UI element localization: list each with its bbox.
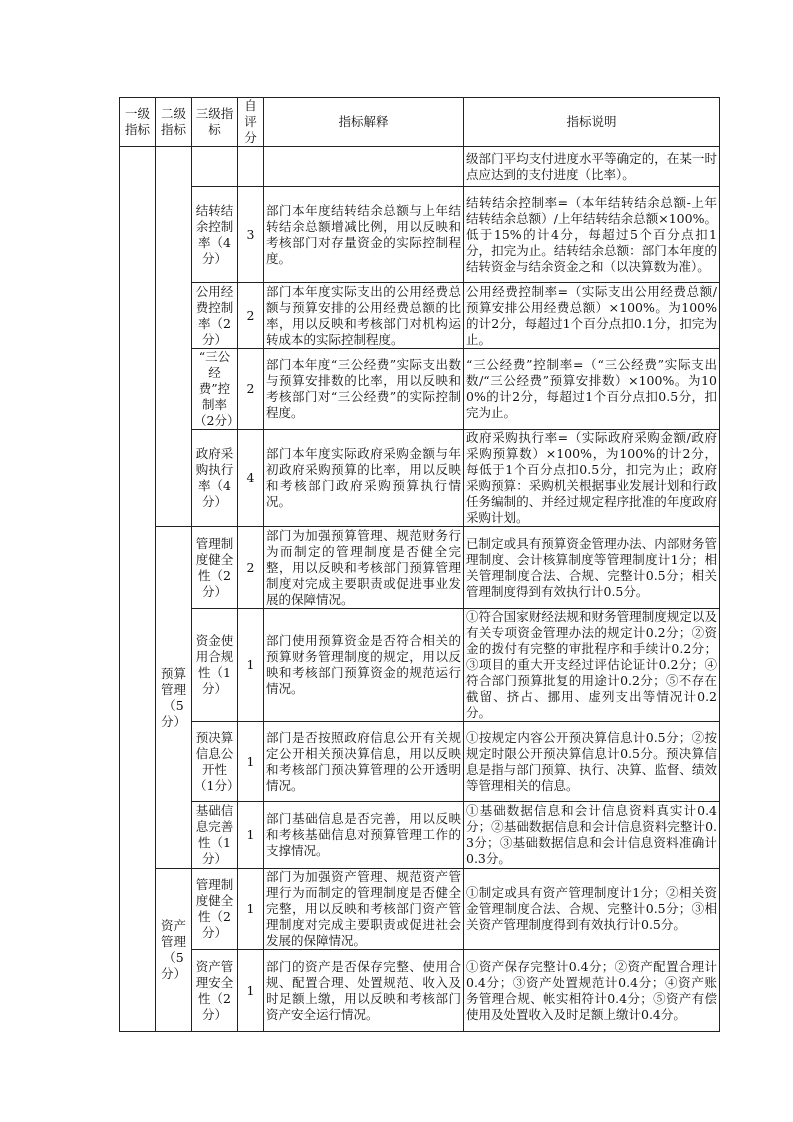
table-row <box>120 349 720 430</box>
note-cell: ①资产保存完整计0.4分；②资产配置合理计0.4分；③资产处置规范计0.4分；④资产账务管理合规、帐实相符计0.4分；⑤资产有偿使用及处置收入及时足额上缴计0.4分。 <box>464 950 720 1032</box>
score-cell: 1 <box>238 869 264 950</box>
level3-cell: 公用经费控制率（2分） <box>192 283 238 349</box>
explain-cell: 部门基础信息是否完善，用以反映和考核基础信息对预算管理工作的支撑情况。 <box>264 802 464 869</box>
note-cell: ①按规定内容公开预决算信息计0.5分；②按规定时限公开预决算信息计0.5分。预决算信息是指与部门预算、执行、决算、监督、绩效等管理相关的信息。 <box>464 722 720 802</box>
level3-cell <box>192 147 238 187</box>
table-row <box>120 527 720 609</box>
table-row <box>120 802 720 869</box>
note-cell: ①制定或具有资产管理制度计1分；②相关资金管理制度合法、合规、完整计0.5分；③相关资产管理制度得到有效执行计0.5分。 <box>464 869 720 950</box>
score-cell: 1 <box>238 802 264 869</box>
explain-cell: 部门为加强预算管理、规范财务行为而制定的管理制度是否健全完整，用以反映和考核部门预算管理制度对完成主要职责或促进事业发展的保障情况。 <box>264 527 464 609</box>
score-cell: 4 <box>238 430 264 527</box>
explain-cell: 部门本年度结转结余总额与上年结转结余总额增减比例，用以反映和考核部门对存量资金的实际控制程度。 <box>264 187 464 283</box>
table-row <box>120 187 720 283</box>
indicator-table <box>119 97 720 1032</box>
level2-group-budget: 预算管理（5分） <box>156 527 192 869</box>
note-cell: 公用经费控制率=（实际支出公用经费总额/预算安排公用经费总额）×100%。为100%的计2分，每超过1个百分点扣0.1分，扣完为止。 <box>464 283 720 349</box>
level3-cell: 资金使用合规性（1分） <box>192 609 238 722</box>
header-level3: 三级指标 <box>192 98 238 147</box>
header-explain: 指标解释 <box>264 98 464 147</box>
level2-group-asset: 资产管理（5分） <box>156 869 192 1032</box>
level3-cell: 管理制度健全性（2分） <box>192 869 238 950</box>
score-cell: 2 <box>238 527 264 609</box>
note-cell: 结转结余控制率=（本年结转结余总额-上年结转结余总额）/上年结转结余总额×100%。低于15%的计4分，每超过5个百分点扣1分，扣完为止。结转结余总额：部门本年度的结转资金与结余资金之和（以决算数为准）。 <box>464 187 720 283</box>
explain-cell: 部门本年度“三公经费”实际支出数与预算安排数的比率，用以反映和考核部门对“三公经费”的实际控制程度。 <box>264 349 464 430</box>
header-level1: 一级指标 <box>120 98 156 147</box>
score-cell: 1 <box>238 609 264 722</box>
level3-cell: 基础信息完善性（1分） <box>192 802 238 869</box>
note-cell: ①基础数据信息和会计信息资料真实计0.4分；②基础数据信息和会计信息资料完整计0.3分；③基础数据信息和会计信息资料准确计0.3分。 <box>464 802 720 869</box>
header-score: 自评分 <box>238 98 264 147</box>
level3-cell: 结转结余控制率（4分） <box>192 187 238 283</box>
score-cell: 2 <box>238 283 264 349</box>
level3-cell: “三公经费”控制率（2分） <box>192 349 238 430</box>
note-cell: ①符合国家财经法规和财务管理制度规定以及有关专项资金管理办法的规定计0.2分；②资金的拨付有完整的审批程序和手续计0.2分；③项目的重大开支经过评估论证计0.2分；④符合部门预算批复的用途计0.2分；⑤不存在截留、挤占、挪用、虚列支出等情况计0.2分。 <box>464 609 720 722</box>
score-cell: 3 <box>238 187 264 283</box>
score-cell: 2 <box>238 349 264 430</box>
explain-cell: 部门本年度实际支出的公用经费总额与预算安排的公用经费总额的比率，用以反映和考核部门对机构运转成本的实际控制程度。 <box>264 283 464 349</box>
score-cell: 1 <box>238 722 264 802</box>
header-row <box>120 98 720 147</box>
explain-cell <box>264 147 464 187</box>
table-row <box>120 950 720 1032</box>
level1-cell <box>120 147 156 1032</box>
explain-cell: 部门的资产是否保存完整、使用合规、配置合理、处置规范、收入及时足额上缴，用以反映和考核部门资产安全运行情况。 <box>264 950 464 1032</box>
level3-cell: 管理制度健全性（2分） <box>192 527 238 609</box>
level2-cell <box>156 147 192 527</box>
table-row <box>120 609 720 722</box>
table-row <box>120 722 720 802</box>
explain-cell: 部门是否按照政府信息公开有关规定公开相关预决算信息，用以反映和考核部门预决算管理的公开透明情况。 <box>264 722 464 802</box>
explain-cell: 部门为加强资产管理、规范资产管理行为而制定的管理制度是否健全完整，用以反映和考核部门资产管理制度对完成主要职责或促进社会发展的保障情况。 <box>264 869 464 950</box>
explain-cell: 部门使用预算资金是否符合相关的预算财务管理制度的规定，用以反映和考核部门预算资金的规范运行情况。 <box>264 609 464 722</box>
level3-cell: 预决算信息公开性（1分） <box>192 722 238 802</box>
level3-cell: 资产管理安全性（2分） <box>192 950 238 1032</box>
explain-cell: 部门本年度实际政府采购金额与年初政府采购预算的比率，用以反映和考核部门政府采购预算执行情况。 <box>264 430 464 527</box>
table-row <box>120 869 720 950</box>
score-cell <box>238 147 264 187</box>
note-cell: 政府采购执行率=（实际政府采购金额/政府采购预算数）×100%，为100%的计2分，每低于1个百分点扣0.5分，扣完为止；政府采购预算：采购机关根据事业发展计划和行政任务编制的、并经过规定程序批准的年度政府采购计划。 <box>464 430 720 527</box>
score-cell: 1 <box>238 950 264 1032</box>
table-row <box>120 283 720 349</box>
note-cell: 级部门平均支付进度水平等确定的，在某一时点应达到的支付进度（比率）。 <box>464 147 720 187</box>
level3-cell: 政府采购执行率（4分） <box>192 430 238 527</box>
note-cell: “三公经费”控制率=（“三公经费”实际支出数/“三公经费”预算安排数）×100%。为100%的计2分，每超过1个百分点扣0.5分，扣完为止。 <box>464 349 720 430</box>
note-cell: 已制定或具有预算资金管理办法、内部财务管理制度、会计核算制度等管理制度计1分；相关管理制度合法、合规、完整计0.5分；相关管理制度得到有效执行计0.5分。 <box>464 527 720 609</box>
table-row <box>120 147 720 187</box>
header-level2: 二级指标 <box>156 98 192 147</box>
table-row <box>120 430 720 527</box>
header-note: 指标说明 <box>464 98 720 147</box>
